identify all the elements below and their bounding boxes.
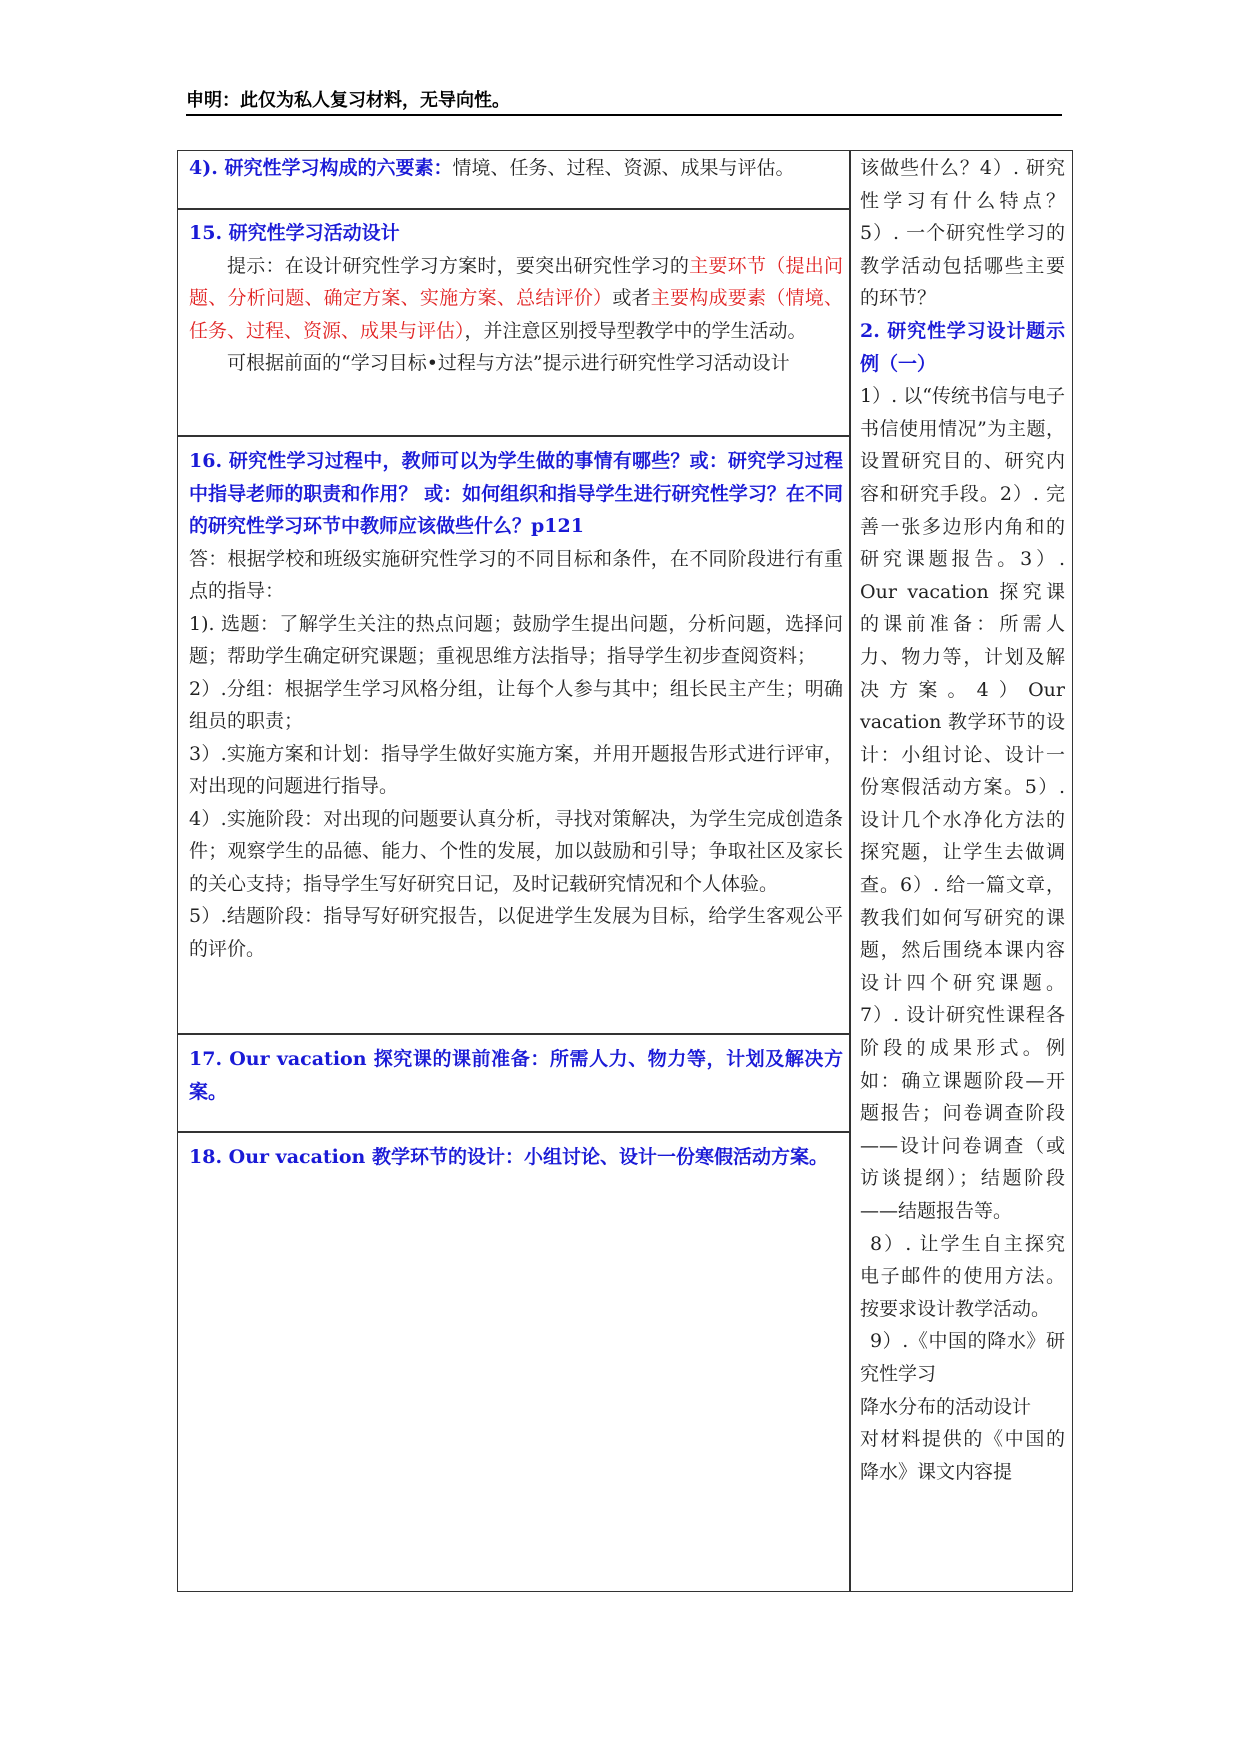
right-column — [860, 152, 1065, 1488]
row-divider-3 — [177, 1033, 850, 1035]
row-divider-1 — [177, 208, 850, 210]
section-15-title: 15. 研究性学习活动设计 — [189, 222, 400, 244]
section-18-title: 18. Our vacation 教学环节的设计：小组讨论、设计一份寒假活动方案。 — [189, 1146, 828, 1168]
column-divider — [849, 150, 851, 1592]
section-15-p2: 可根据前面的“学习目标•过程与方法”提示进行研究性学习活动设计 — [227, 352, 790, 374]
section-16-item-1: 1). 选题：了解学生关注的热点问题；鼓励学生提出问题，分析问题，选择问题；帮助学生确定研究课题；重视思维方法指导；指导学生初步查阅资料； — [189, 612, 843, 667]
section-17 — [189, 1043, 843, 1108]
right-item-9-line3: 对材料提供的《中国的降水》课文内容提 — [860, 1428, 1065, 1483]
hint-key-elements: 主要构成要素（情境、任务、过程、资源、成果与评估） — [189, 287, 843, 342]
section-16-item-3: 3）.实施方案和计划：指导学生做好实施方案，并用开题报告形式进行评审，对出现的问题进行指导。 — [189, 742, 843, 797]
section-4-text: 情境、任务、过程、资源、成果与评估。 — [452, 157, 795, 179]
section-16-item-5: 5）.结题阶段：指导写好研究报告，以促进学生发展为目标，给学生客观公平的评价。 — [189, 905, 843, 960]
right-heading: 2. 研究性学习设计题示例（一） — [860, 319, 1065, 375]
section-16 — [189, 445, 843, 965]
header-rule — [186, 114, 1062, 116]
right-item-9-line2: 降水分布的活动设计 — [860, 1395, 1032, 1418]
hint-text-a: 提示：在设计研究性学习方案时，要突出研究性学习的 — [227, 254, 690, 277]
section-16-title: 16. 研究性学习过程中，教师可以为学生做的事情有哪些？或：研究学习过程中指导老师的职责和作用？ 或：如何组织和指导学生进行研究性学习？在不同的研究性学习环节中教师应该做些什么？p121 — [189, 450, 843, 537]
section-4-title: 4). 研究性学习构成的六要素： — [189, 157, 453, 179]
section-17-title: 17. Our vacation 探究课的课前准备：所需人力、物力等，计划及解决方案。 — [189, 1048, 843, 1103]
section-4 — [189, 152, 843, 185]
right-item-9-line1: 9）.《中国的降水》研究性学习 — [860, 1330, 1065, 1385]
header-notice: 申明：此仅为私人复习材料，无导向性。 — [186, 90, 510, 111]
row-divider-2 — [177, 435, 850, 437]
section-16-item-4: 4）.实施阶段：对出现的问题要认真分析，寻找对策解决，为学生完成创造条件；观察学生的品德、能力、个性的发展，加以鼓励和引导；争取社区及家长的关心支持；指导学生写好研究日记，及时记载研究情况和个人体验。 — [189, 807, 843, 895]
section-16-item-2: 2）.分组：根据学生学习风格分组，让每个人参与其中；组长民主产生；明确组员的职责； — [189, 677, 843, 732]
section-18 — [189, 1141, 843, 1174]
hint-text-c: ，并注意区别授导型教学中的学生活动。 — [464, 319, 807, 342]
row-divider-4 — [177, 1131, 850, 1133]
section-16-answer: 答：根据学校和班级实施研究性学习的不同目标和条件，在不同阶段进行有重点的指导： — [189, 547, 843, 602]
hint-text-b: 或者 — [612, 287, 651, 309]
right-body: 1）. 以“传统书信与电子书信使用情况”为主题，设置研究目的、研究内容和研究手段。2）. 完善一张多边形内角和的研究课题报告。3）. Our vacation 探究课的课前准备：所需人力、物力等，计划及解决方案。4）Our vacation 教学环节的设计：小组讨论、设计一份寒假活动方案。5）. 设计几个水净化方法的探究题，让学生去做调查。6）. 给一篇文章，教我们如何写研究的课题，然后围绕本课内容设计四个研究课题。7）. 设计研究性课程各阶段的成果形式。例如：确立课题阶段—开题报告；问卷调查阶段——设计问卷调查（或访谈提纲）；结题阶段——结题报告等。 — [860, 385, 1065, 1222]
hint-key-steps: 主要环节（提出问题、分析问题、确定方案、实施方案、总结评价） — [189, 254, 843, 309]
right-intro: 该做些什么？4）. 研究性学习有什么特点？5）. 一个研究性学习的教学活动包括哪些主要的环节？ — [860, 157, 1065, 310]
section-15 — [189, 217, 843, 380]
section-15-hint — [189, 250, 843, 348]
right-item-8: 8）. 让学生自主探究电子邮件的使用方法。按要求设计教学活动。 — [860, 1232, 1065, 1320]
